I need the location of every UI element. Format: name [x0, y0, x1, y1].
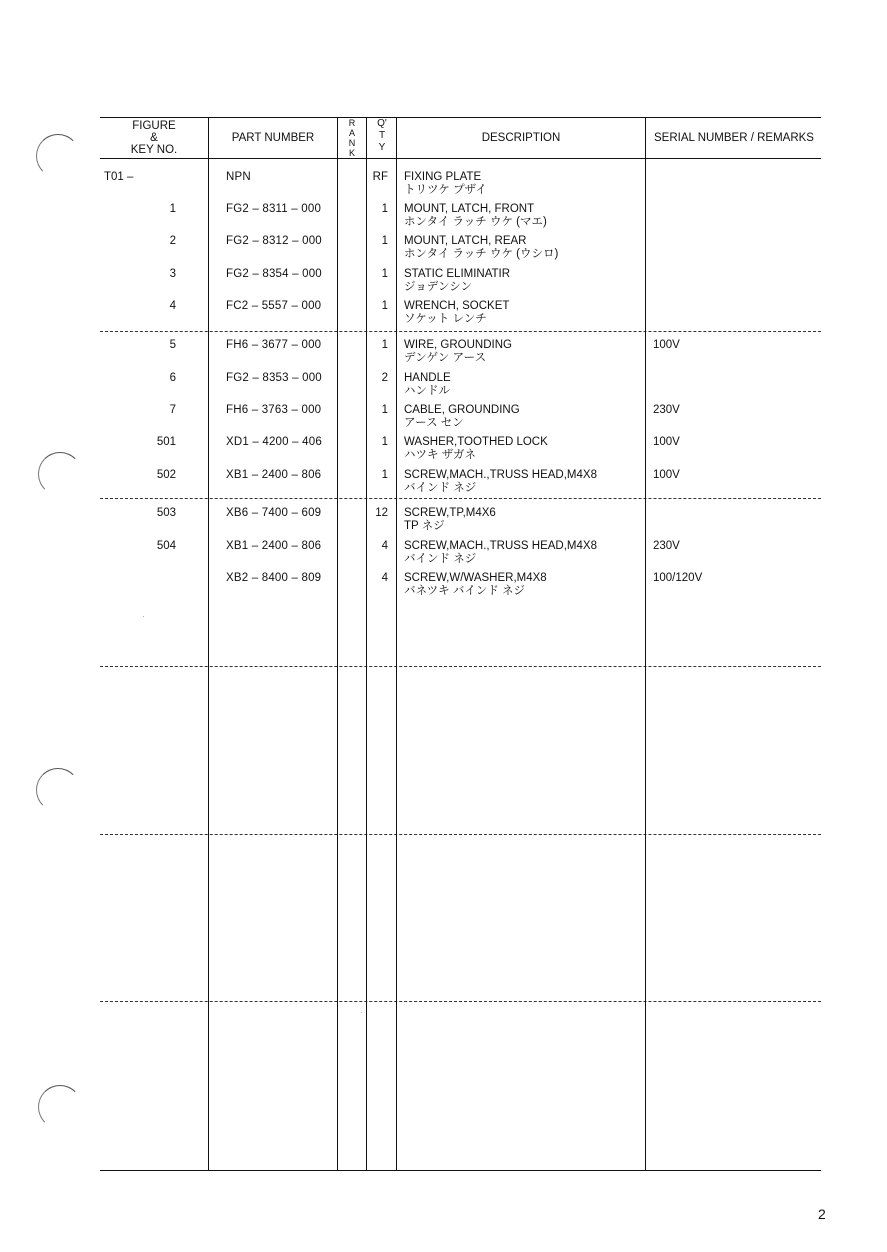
description-jp: バインド ネジ	[404, 482, 477, 494]
header-rank-letter: N	[348, 138, 356, 148]
description-cell	[404, 300, 509, 326]
figure-key-cell: 4	[169, 300, 176, 312]
description-cell	[404, 268, 510, 294]
header-qty-letter: Y	[378, 142, 386, 153]
header-qty-letter: Q'	[377, 118, 387, 129]
table-row	[0, 300, 887, 330]
table-row	[0, 572, 887, 602]
qty-cell: 1	[381, 469, 388, 481]
description-jp: デンゲン アース	[404, 352, 487, 364]
description-jp: アース セン	[404, 417, 464, 429]
figure-key-cell: T01 –	[104, 171, 134, 183]
figure-key-cell: 6	[169, 372, 176, 384]
description-en: SCREW,TP,M4X6	[404, 507, 496, 519]
table-row	[0, 507, 887, 537]
figure-key-cell: 503	[156, 507, 176, 519]
part-number-cell: XB1 – 2400 – 806	[226, 469, 322, 481]
description-cell	[404, 203, 547, 229]
qty-cell: 1	[381, 404, 388, 416]
part-number-cell: XB2 – 8400 – 809	[226, 572, 322, 584]
figure-key-cell: 7	[169, 404, 176, 416]
description-cell	[404, 507, 496, 533]
table-row	[0, 268, 887, 298]
description-jp: バインド ネジ	[404, 553, 477, 565]
remarks-cell: 230V	[653, 404, 680, 416]
part-number-cell: FH6 – 3763 – 000	[226, 404, 322, 416]
qty-cell: 12	[375, 507, 388, 519]
description-cell	[404, 372, 451, 398]
table-row	[0, 372, 887, 402]
part-number-cell: FG2 – 8354 – 000	[226, 268, 322, 280]
remarks-cell: 230V	[653, 540, 680, 552]
description-jp: バネツキ バインド ネジ	[404, 585, 526, 597]
description-cell	[404, 404, 520, 430]
header-figure-key	[104, 120, 204, 156]
table-row	[0, 171, 887, 201]
description-jp: ホンタイ ラッチ ウケ (マエ)	[404, 216, 547, 228]
description-en: STATIC ELIMINATIR	[404, 268, 511, 280]
remarks-cell: 100V	[653, 469, 680, 481]
part-number-cell: FG2 – 8353 – 000	[226, 372, 322, 384]
description-en: CABLE, GROUNDING	[404, 404, 520, 416]
table-row	[0, 404, 887, 434]
description-cell	[404, 540, 597, 566]
header-figure-line: &	[150, 132, 158, 144]
figure-key-cell: 2	[169, 235, 176, 247]
header-qty	[370, 118, 394, 154]
description-jp: ハンドル	[404, 385, 450, 397]
part-number-cell: FG2 – 8311 – 000	[226, 203, 322, 215]
description-en: HANDLE	[404, 372, 451, 384]
description-en: WRENCH, SOCKET	[404, 300, 510, 312]
description-cell	[404, 572, 547, 598]
part-number-cell: FG2 – 8312 – 000	[226, 235, 322, 247]
scan-speck: ·	[142, 612, 145, 621]
description-cell	[404, 469, 597, 495]
table-row	[0, 339, 887, 369]
qty-cell: 2	[381, 372, 388, 384]
qty-cell: 1	[381, 203, 388, 215]
part-number-cell: NPN	[226, 171, 251, 183]
page-number: 2	[818, 1206, 826, 1222]
qty-cell: 4	[381, 572, 388, 584]
figure-key-cell: 504	[156, 540, 176, 552]
description-jp: ジョデンシン	[404, 281, 472, 293]
description-jp: ハツキ ザガネ	[404, 449, 476, 461]
description-en: SCREW,MACH.,TRUSS HEAD,M4X8	[404, 540, 597, 552]
header-figure-line: KEY NO.	[130, 144, 178, 156]
qty-cell: 1	[381, 436, 388, 448]
figure-key-cell: 3	[169, 268, 176, 280]
part-number-cell: XD1 – 4200 – 406	[226, 436, 322, 448]
description-jp: ホンタイ ラッチ ウケ (ウシロ)	[404, 248, 559, 260]
qty-cell: 1	[381, 339, 388, 351]
header-rank	[341, 118, 363, 158]
qty-cell: 4	[381, 540, 388, 552]
description-jp: トリツケ プザイ	[404, 184, 487, 196]
table-row	[0, 203, 887, 233]
table-row	[0, 235, 887, 265]
figure-key-cell: 501	[156, 436, 176, 448]
description-cell	[404, 339, 512, 365]
remarks-cell: 100/120V	[653, 572, 703, 584]
table-row	[0, 436, 887, 466]
figure-key-cell: 5	[169, 339, 176, 351]
binder-hole-mark	[36, 768, 80, 812]
figure-key-cell: 1	[169, 203, 176, 215]
table-row	[0, 540, 887, 570]
header-figure-line: FIGURE	[132, 120, 176, 132]
description-en: MOUNT, LATCH, FRONT	[404, 203, 535, 215]
scan-speck: ·	[360, 1008, 363, 1017]
qty-cell: 1	[381, 300, 388, 312]
description-en: WASHER,TOOTHED LOCK	[404, 436, 548, 448]
remarks-cell: 100V	[653, 436, 680, 448]
description-jp: ソケット レンチ	[404, 313, 487, 325]
description-en: FIXING PLATE	[404, 171, 482, 183]
description-cell	[404, 235, 558, 261]
header-part-number: PART NUMBER	[231, 132, 315, 144]
figure-key-cell: 502	[156, 469, 176, 481]
description-cell	[404, 436, 548, 462]
qty-cell: RF	[372, 171, 388, 183]
qty-cell: 1	[381, 235, 388, 247]
description-en: WIRE, GROUNDING	[404, 339, 512, 351]
header-rank-letter: K	[348, 148, 355, 158]
description-jp: TP ネジ	[404, 520, 445, 532]
part-number-cell: XB6 – 7400 – 609	[226, 507, 322, 519]
description-en: SCREW,MACH.,TRUSS HEAD,M4X8	[404, 469, 597, 481]
header-rank-letter: A	[348, 128, 355, 138]
remarks-cell: 100V	[653, 339, 680, 351]
header-remarks: SERIAL NUMBER / REMARKS	[654, 132, 814, 144]
part-number-cell: FH6 – 3677 – 000	[226, 339, 322, 351]
table-row	[0, 469, 887, 499]
part-number-cell: FC2 – 5557 – 000	[226, 300, 322, 312]
binder-hole-mark	[38, 1085, 82, 1129]
header-rank-letter: R	[348, 118, 356, 128]
description-cell	[404, 171, 487, 197]
description-en: MOUNT, LATCH, REAR	[404, 235, 527, 247]
description-en: SCREW,W/WASHER,M4X8	[404, 572, 547, 584]
qty-cell: 1	[381, 268, 388, 280]
header-description: DESCRIPTION	[481, 132, 561, 144]
part-number-cell: XB1 – 2400 – 806	[226, 540, 322, 552]
header-qty-letter: T	[378, 130, 386, 141]
